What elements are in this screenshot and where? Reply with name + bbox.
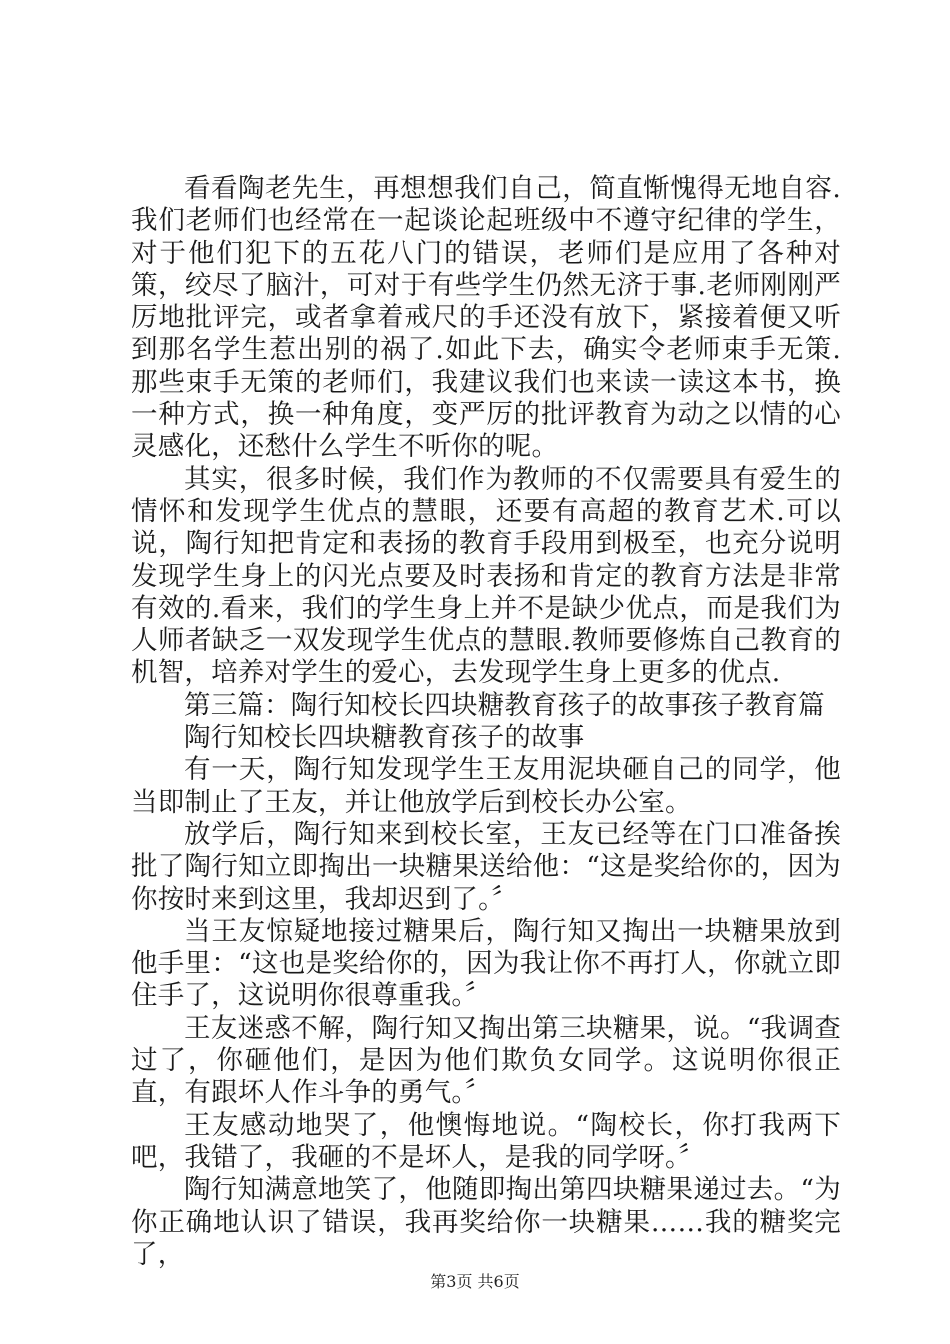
page-number: 第3页 共6页	[430, 1272, 520, 1291]
paragraph-2: 其实，很多时候，我们作为教师的不仅需要具有爱生的情怀和发现学生优点的慧眼，还要有高超的教育艺术.可以说，陶行知把肯定和表扬的教育手段用到极至，也充分说明发现学生身上的闪光点要及时表扬和肯定的教育方法是非常有效的.看来，我们的学生身上并不是缺少优点，而是我们为人师者缺乏一双发现学生优点的慧眼.教师要修炼自己教育的机智，培养对学生的爱心，去发现学生身上更多的优点.	[131, 463, 841, 689]
paragraph-1: 看看陶老先生，再想想我们自己，简直惭愧得无地自容.我们老师们也经常在一起谈论起班级中不遵守纪律的学生，对于他们犯下的五花八门的错误，老师们是应用了各种对策，绞尽了脑汁，可对于有些学生仍然无济于事.老师刚刚严厉地批评完，或者拿着戒尺的手还没有放下，紧接着便又听到那名学生惹出别的祸了.如此下去，确实令老师束手无策.那些束手无策的老师们，我建议我们也来读一读这本书，换一种方式，换一种角度，变严厉的批评教育为动之以情的心灵感化，还愁什么学生不听你的呢。	[131, 173, 841, 463]
story-title: 陶行知校长四块糖教育孩子的故事	[184, 722, 585, 754]
paragraph-5: 当王友惊疑地接过糖果后，陶行知又掏出一块糖果放到他手里：“这也是奖给你的，因为我让你不再打人，你就立即住手了，这说明你很尊重我。〞	[131, 915, 841, 1012]
paragraph-6: 王友迷惑不解，陶行知又掏出第三块糖果，说。“我调查过了，你砸他们，是因为他们欺负女同学。这说明你很正直，有跟坏人作斗争的勇气。〞	[131, 1012, 841, 1109]
paragraph-4: 放学后，陶行知来到校长室，王友已经等在门口准备挨批了陶行知立即掏出一块糖果送给他：“这是奖给你的，因为你按时来到这里，我却迟到了。〞	[131, 818, 841, 915]
paragraph-8: 陶行知满意地笑了，他随即掏出第四块糖果递过去。“为你正确地认识了错误，我再奖给你一块糖果……我的糖奖完了，	[131, 1174, 841, 1270]
paragraph-3: 有一天，陶行知发现学生王友用泥块砸自己的同学，他当即制止了王友，并让他放学后到校长办公室。	[131, 754, 841, 818]
paragraph-7: 王友感动地哭了，他懊悔地说。“陶校长，你打我两下吧，我错了，我砸的不是坏人，是我的同学呀。〞	[131, 1109, 841, 1173]
document-body	[131, 173, 841, 1271]
section-heading: 第三篇：陶行知校长四块糖教育孩子的故事孩子教育篇	[184, 689, 825, 721]
